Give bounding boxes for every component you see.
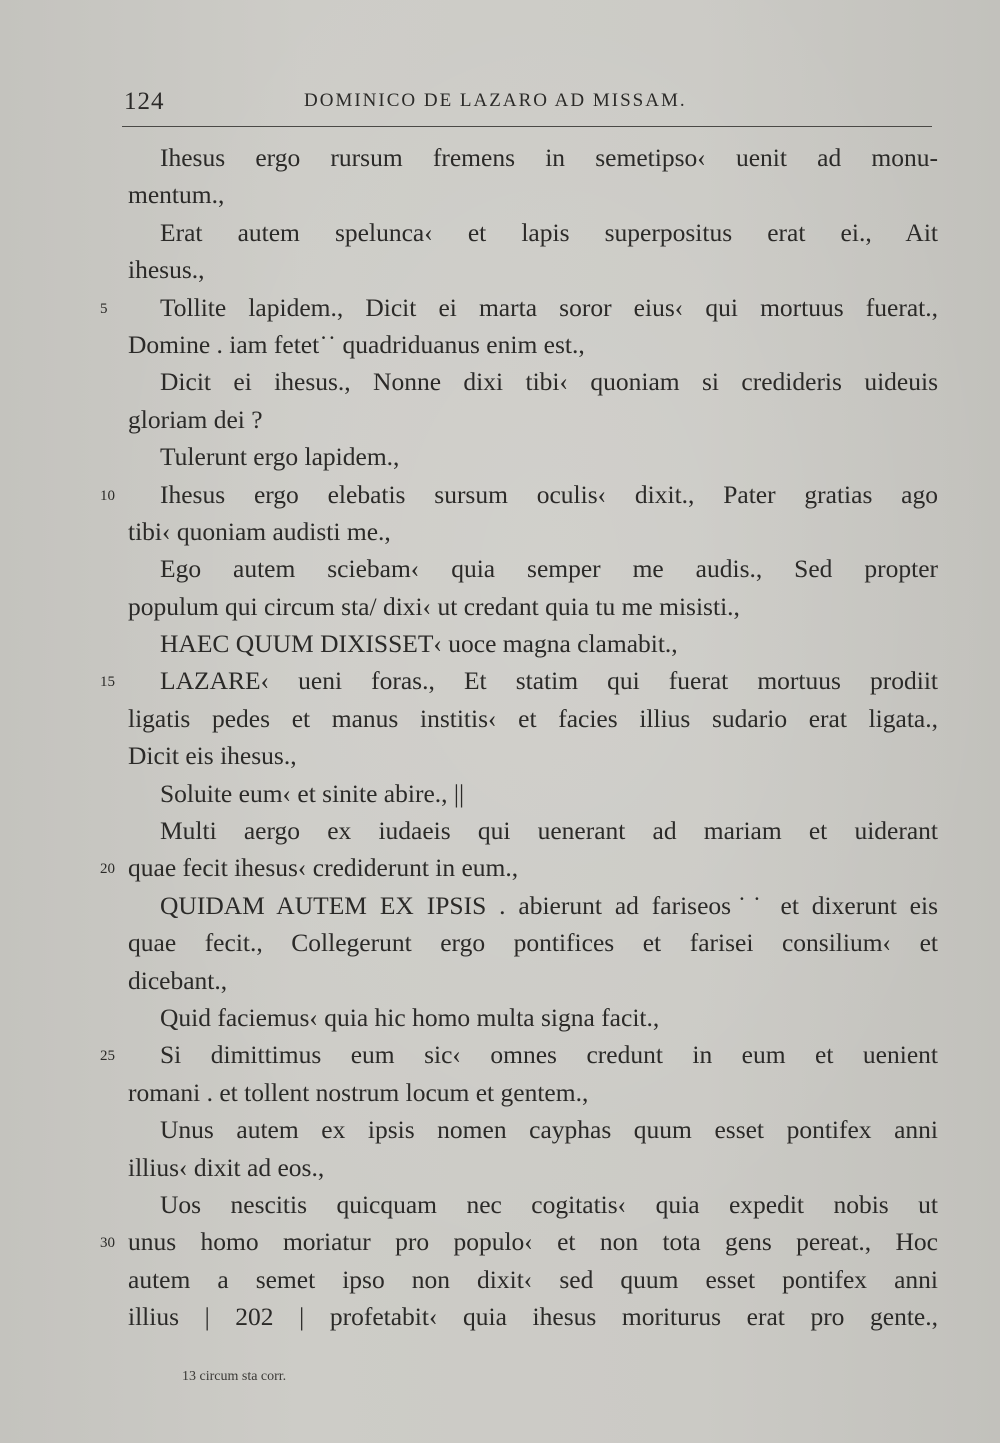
page-header	[124, 88, 934, 118]
text-line	[128, 401, 938, 438]
line-text: autem a semet ipso non dixit‹ sed quum esset pontifex anni	[128, 1264, 938, 1294]
line-text: populum qui circum sta/ dixi‹ ut credant quia tu me misisti.,	[128, 591, 740, 621]
line-text: illius | 202 | profetabit‹ quia ihesus moriturus erat pro gente.,	[128, 1302, 938, 1332]
text-line	[128, 999, 938, 1036]
line-number: 20	[100, 861, 115, 878]
line-text: mentum.,	[128, 180, 225, 210]
text-line	[128, 1149, 938, 1186]
line-text: Dicit ei ihesus., Nonne dixi tibi‹ quoniam si credideris uideuis	[160, 367, 938, 397]
text-line	[128, 1186, 938, 1223]
line-text: gloriam dei ?	[128, 404, 263, 434]
line-text: Uos nescitis quicquam nec cogitatis‹ quia expedit nobis ut	[160, 1189, 938, 1219]
line-text: Quid faciemus‹ quia hic homo multa signa facit.,	[160, 1002, 660, 1032]
text-line	[128, 1074, 938, 1111]
text-line	[128, 962, 938, 999]
text-line	[128, 326, 938, 363]
text-line	[100, 849, 938, 886]
line-text: tibi‹ quoniam audisti me.,	[128, 516, 391, 546]
text-line	[128, 1261, 938, 1298]
line-number: 25	[100, 1048, 115, 1065]
text-line	[128, 363, 938, 400]
line-number: 10	[100, 487, 115, 504]
footnote: 13 circum sta corr.	[182, 1369, 287, 1384]
line-text: Soluite eum‹ et sinite abire., ||	[160, 778, 465, 808]
line-text: quae fecit., Collegerunt ergo pontifices et farisei consilium‹ et	[128, 928, 938, 958]
text-line	[100, 1036, 938, 1073]
line-text: QUIDAM AUTEM EX IPSIS . abierunt ad fariseos˙˙ et dixerunt eis	[160, 890, 938, 920]
text-line	[128, 1111, 938, 1148]
text-line	[128, 513, 938, 550]
line-text: ihesus.,	[128, 255, 205, 285]
text-line	[128, 924, 938, 961]
text-line	[100, 289, 938, 326]
line-text: ligatis pedes et manus institis‹ et facies illius sudario erat ligata.,	[128, 703, 938, 733]
line-text: unus homo moriatur pro populo‹ et non tota gens pereat., Hoc	[128, 1227, 938, 1257]
line-text: Si dimittimus eum sic‹ omnes credunt in eum et uenient	[160, 1040, 938, 1070]
text-line	[128, 550, 938, 587]
text-line	[128, 737, 938, 774]
line-number: 30	[100, 1235, 115, 1252]
line-text: Tollite lapidem., Dicit ei marta soror eius‹ qui mortuus fuerat.,	[160, 292, 938, 322]
line-text: Domine . iam fetet˙˙ quadriduanus enim est.,	[128, 329, 585, 359]
line-number: 15	[100, 674, 115, 691]
text-line	[128, 214, 938, 251]
text-line	[100, 662, 938, 699]
text-line	[100, 476, 938, 513]
line-text: LAZARE‹ ueni foras., Et statim qui fuerat mortuus prodiit	[160, 666, 938, 696]
line-text: Ego autem sciebam‹ quia semper me audis., Sed propter	[160, 554, 938, 584]
line-text: Ihesus ergo elebatis sursum oculis‹ dixit., Pater gratias ago	[160, 479, 938, 509]
line-text: Ihesus ergo rursum fremens in semetipso‹ uenit ad monu-	[160, 143, 938, 172]
line-text: quae fecit ihesus‹ crediderunt in eum.,	[128, 853, 519, 883]
line-text: illius‹ dixit ad eos.,	[128, 1152, 325, 1182]
line-text: Erat autem spelunca‹ et lapis superpositus erat ei., Ait	[160, 217, 938, 247]
text-block	[100, 139, 938, 1336]
header-rule	[122, 126, 932, 127]
text-line	[128, 176, 938, 213]
text-line	[128, 812, 938, 849]
text-line	[128, 438, 938, 475]
line-number: 5	[100, 300, 108, 317]
text-line	[128, 625, 938, 662]
text-line	[128, 1298, 938, 1335]
line-text: dicebant.,	[128, 965, 228, 995]
line-text: romani . et tollent nostrum locum et gentem.,	[128, 1077, 589, 1107]
line-text: Tulerunt ergo lapidem.,	[160, 442, 400, 472]
text-line	[128, 887, 938, 924]
line-text: Unus autem ex ipsis nomen cayphas quum esset pontifex anni	[160, 1115, 938, 1145]
text-line	[128, 700, 938, 737]
text-line	[128, 251, 938, 288]
page-number: 124	[124, 88, 165, 115]
line-text: Dicit eis ihesus.,	[128, 741, 297, 771]
text-line	[128, 588, 938, 625]
line-text: HAEC QUUM DIXISSET‹ uoce magna clamabit.,	[160, 629, 678, 659]
text-line	[100, 1223, 938, 1260]
line-text: Multi aergo ex iudaeis qui uenerant ad mariam et uiderant	[160, 816, 938, 846]
running-title: DOMINICO DE LAZARO AD MISSAM.	[304, 90, 687, 111]
text-line	[128, 775, 938, 812]
text-line	[128, 139, 938, 176]
